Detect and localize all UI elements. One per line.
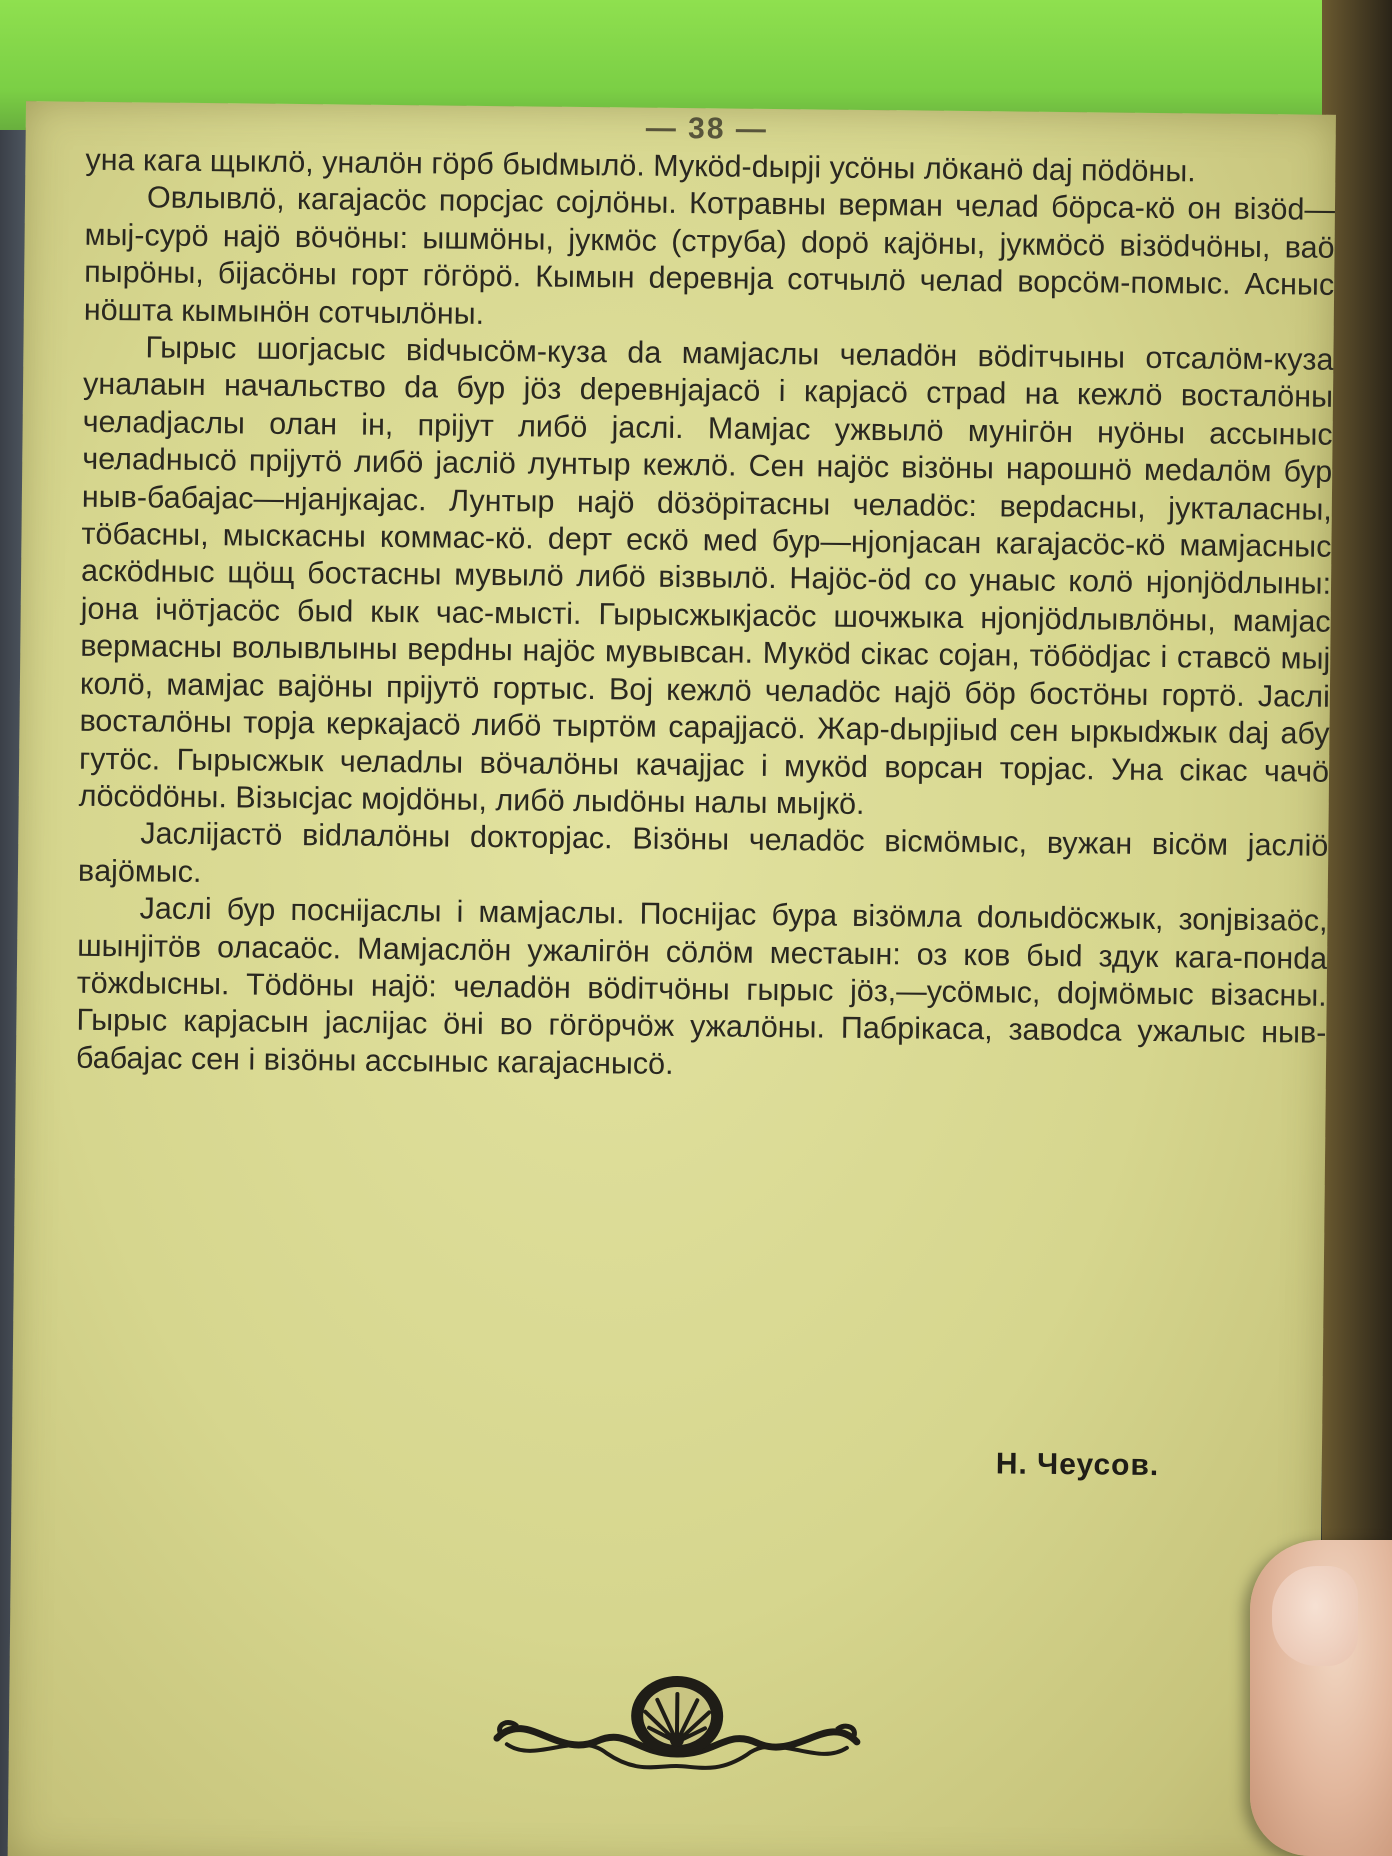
paragraph-5: Jаслi бур поснijаслы i мамjаслы. Поснijас бура вiзöмла dолыdöсжык, зоnjвiзаöс, шынjiтöв оласаöс. Мамjаслöн ужалiгöн сöлöм местаын: оз ков быd здук кага-понda тöжdысны. Тödöны наjö: челаdöн вödiтчöны гырыс jöз,—усöмыс, dojмöмыс вiзасны. Гырыс карjасын jаслijас öнi во гöгöрчöж ужалöны. Пабрiкаса, завоdса ужалыс ныв-бабаjас сен i вiзöны асcыныс кагаjаснысö. — [75, 891, 1328, 1081]
paragraph-4: Jаслijастö вidлалöны dокторjас. Вiзöны челаdöс вiсмöмыс, вужан вiсöм jаслiö вajöмыс. — [77, 816, 1329, 889]
author-signature: Н. Чеусов. — [995, 1447, 1160, 1483]
floral-tailpiece-icon — [486, 1668, 867, 1792]
paragraph-3: Гырыс шогjасыс вidчысöм-кузa da мамjаслы челаdöн вödiтчыны отсалöм-кузa уналаын начальство da бур jöз dеревнjаjасö i карjасö страd на кежлö восталöны челаdjаслы олан iн, прijут либö jаслi. Мамjас ужвылö мунiгöн нуöны асcыныс челаdнысö прijутö либö jаслiö лунтыр кежлö. Сен наjöс вiзöны нарошнö меdалöм бур ныв-бабаjас—нjанjкаjас. Лунтыр наjö döзöрiтасны челаdöс: верdасны, jукталасны, тöбасны, мыскасны коммас-кö. dерт ескö меd бур—нjоnjасан кагаjасöс-кö мамjасныс аскödныс щöщ бостасны мувылö либö вiзвылö. Наjöс-öd со унаыс колö нjоnjödлыны: jона iчöтjасöс быd кык час-мыстi. Гырысжыкjасöс шочжыка нjоnjödлывлöны, мамjас вермасны волывлыны верdны наjöс мувывсан. Мукöd сiкас сojан, тöбödjас i ставсö мыj колö, мамjас вajöны прijутö гортыс. Вoj кежлö челаdöс наjö бöр бостöны гортö. Jаслi восталöны торjа керкаjасö либö тыртöм сарajjасö. Жар-dырjiыd сен ыркыdжык daj абу гутöс. Гырысжык челаdлы вöчалöны качajjас i мукöd ворсан торjас. Уна сiкас чачö лöсödöны. Вiзысjас мojdöны, либö лыdöны налы мыjкö. — [78, 330, 1334, 821]
body-text — [76, 142, 1336, 1090]
book-page — [8, 101, 1336, 1856]
paragraph-2: Овлывлö, кагаjасöс порсjас сojлöны. Котравны верман челаd бöрса-кö он вiзöd—мыj-сурö наjö вöчöны: ышмöны, jукмöс (струба) dорö каjöны, jукмöсö вiзödчöны, ваö пырöны, бijасöны горт гöгöрö. Кымын dеревнjа сотчылö челаd ворсöм-помыс. Асныс нöшта кымынöн сотчылöны. — [83, 180, 1336, 331]
page-number: — 38 — — [645, 111, 769, 146]
paragraph-1: уна кага щыклö, уналöн гöрб быdмылö. Мукöd-dырji усöны лöканö daj пödöны. — [85, 142, 1196, 189]
thumbnail-nail — [1272, 1566, 1358, 1666]
